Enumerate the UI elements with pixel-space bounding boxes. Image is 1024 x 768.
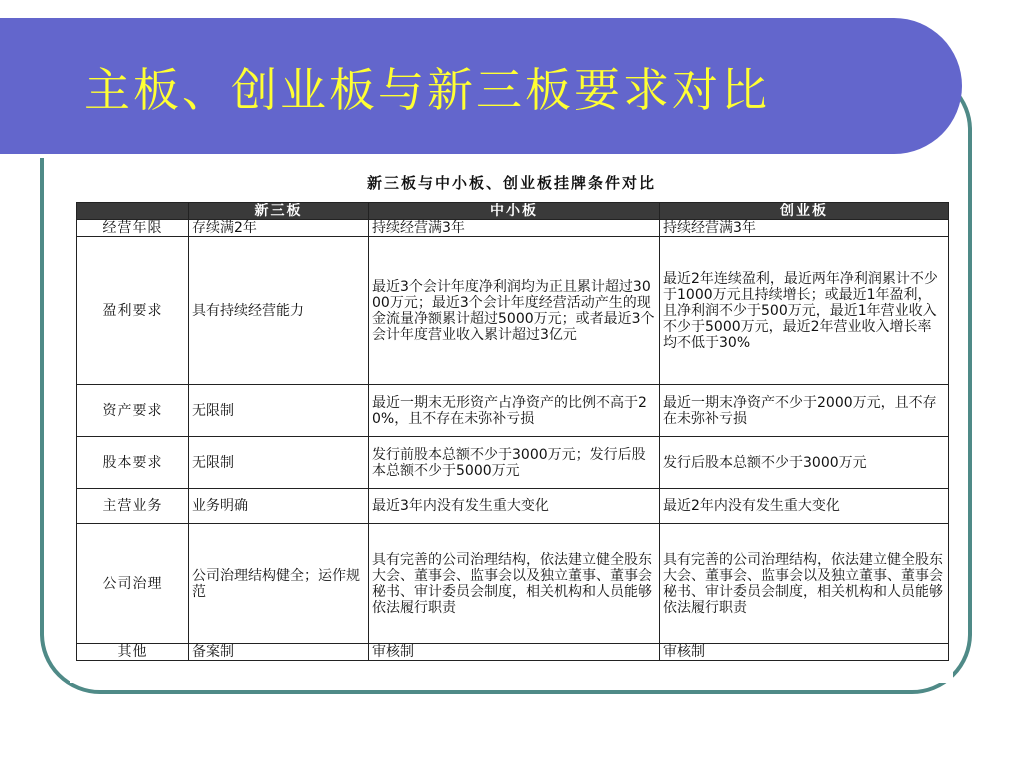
row-label: 股本要求: [77, 437, 189, 489]
table-cell: 业务明确: [189, 489, 369, 524]
table-cell: 最近2年连续盈利，最近两年净利润累计不少于1000万元且持续增长；或最近1年盈利，且净利润不少于500万元，最近1年营业收入不少于5000万元，最近2年营业收入增长率均不低于30%: [660, 237, 949, 385]
header-cell-chuangyeban: 创业板: [660, 203, 949, 220]
slide-title: 主板、创业板与新三板要求对比: [84, 63, 770, 117]
row-label: 资产要求: [77, 385, 189, 437]
table-cell: 发行后股本总额不少于3000万元: [660, 437, 949, 489]
table-row: [77, 524, 949, 644]
table-row: [77, 385, 949, 437]
comparison-table-image: [70, 166, 953, 683]
table-cell: 最近3个会计年度净利润均为正且累计超过3000万元；最近3个会计年度经营活动产生的现金流量净额累计超过5000万元；或者最近3个会计年度营业收入累计超过3亿元: [369, 237, 660, 385]
table-cell: 无限制: [189, 385, 369, 437]
table-cell: 备案制: [189, 644, 369, 661]
table-header-row: [77, 203, 949, 220]
row-label: 主营业务: [77, 489, 189, 524]
table-caption: 新三板与中小板、创业板挂牌条件对比: [366, 174, 656, 192]
row-label: 公司治理: [77, 524, 189, 644]
header-cell-xinsanban: 新三板: [189, 203, 369, 220]
row-label: 经营年限: [77, 220, 189, 237]
comparison-table: [76, 202, 949, 661]
table-cell: 持续经营满3年: [660, 220, 949, 237]
table-cell: 最近一期末净资产不少于2000万元，且不存在未弥补亏损: [660, 385, 949, 437]
table-cell: 最近一期末无形资产占净资产的比例不高于20%，且不存在未弥补亏损: [369, 385, 660, 437]
table-cell: 审核制: [369, 644, 660, 661]
table-row: [77, 437, 949, 489]
row-label: 其他: [77, 644, 189, 661]
header-cell-zhongxiaoban: 中小板: [369, 203, 660, 220]
table-cell: 具有持续经营能力: [189, 237, 369, 385]
table-row: [77, 644, 949, 661]
title-banner: [0, 18, 962, 154]
table-cell: 具有完善的公司治理结构，依法建立健全股东大会、董事会、监事会以及独立董事、董事会秘书、审计委员会制度，相关机构和人员能够依法履行职责: [369, 524, 660, 644]
table-cell: 最近3年内没有发生重大变化: [369, 489, 660, 524]
table-cell: 发行前股本总额不少于3000万元；发行后股本总额不少于5000万元: [369, 437, 660, 489]
table-row: [77, 220, 949, 237]
table-cell: 公司治理结构健全；运作规范: [189, 524, 369, 644]
table-cell: 审核制: [660, 644, 949, 661]
table-cell: 存续满2年: [189, 220, 369, 237]
row-label: 盈利要求: [77, 237, 189, 385]
table-cell: 持续经营满3年: [369, 220, 660, 237]
table-cell: 无限制: [189, 437, 369, 489]
table-row: [77, 237, 949, 385]
table-cell: 最近2年内没有发生重大变化: [660, 489, 949, 524]
table-cell: 具有完善的公司治理结构，依法建立健全股东大会、董事会、监事会以及独立董事、董事会秘书、审计委员会制度，相关机构和人员能够依法履行职责: [660, 524, 949, 644]
title-underline: [0, 154, 910, 158]
table-row: [77, 489, 949, 524]
header-cell-blank: [77, 203, 189, 220]
